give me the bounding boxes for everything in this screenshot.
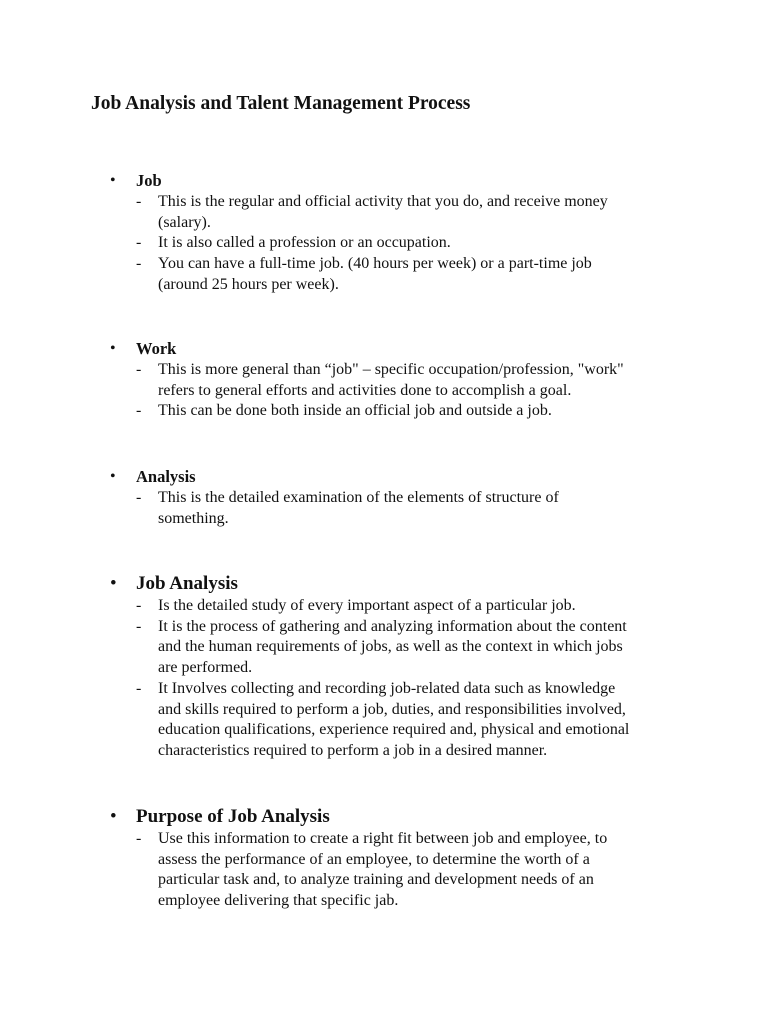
list-item-line: (around 25 hours per week). xyxy=(158,275,339,293)
section-analysis xyxy=(110,466,670,529)
dash-icon: - xyxy=(136,830,142,847)
bullet-icon: • xyxy=(110,573,117,594)
section-job xyxy=(110,170,670,296)
dash-list xyxy=(110,596,670,762)
dash-list xyxy=(110,829,670,912)
bullet-icon: • xyxy=(110,468,116,485)
list-item-line: Use this information to create a right fit between job and employee, to xyxy=(158,830,608,847)
list-item-line: This is more general than “job" – specific occupation/profession, "work" xyxy=(158,361,624,378)
list-item-line: This can be done both inside an official job and outside a job. xyxy=(158,402,552,420)
list-item-line: It is the process of gathering and analyzing information about the content xyxy=(158,617,627,635)
section-job-analysis xyxy=(110,572,670,762)
list-item xyxy=(110,679,670,762)
section-heading-row xyxy=(110,805,670,829)
document-title: Job Analysis and Talent Management Process xyxy=(91,93,471,114)
list-item-line: are performed. xyxy=(158,659,253,677)
list-item-line: It is also called a profession or an occupation. xyxy=(158,234,451,252)
list-item xyxy=(110,596,670,617)
list-item-line: and skills required to perform a job, duties, and responsibilities involved, xyxy=(158,700,626,718)
list-item xyxy=(110,233,670,254)
list-item-line: This is the regular and official activity that you do, and receive money xyxy=(158,193,608,210)
dash-icon: - xyxy=(136,617,142,635)
list-item xyxy=(110,401,670,422)
list-item-line: and the human requirements of jobs, as well as the context in which jobs xyxy=(158,638,623,656)
section-heading-row xyxy=(110,466,670,488)
list-item-line: something. xyxy=(158,509,229,527)
dash-list xyxy=(110,192,670,296)
list-item xyxy=(110,617,670,679)
section-heading: Analysis xyxy=(136,467,196,486)
dash-list xyxy=(110,360,670,422)
dash-icon: - xyxy=(136,234,142,252)
list-item xyxy=(110,360,670,401)
list-item-line: Is the detailed study of every important aspect of a particular job. xyxy=(158,597,576,614)
list-item xyxy=(110,829,670,912)
section-heading-row xyxy=(110,338,670,360)
dash-icon: - xyxy=(136,255,142,273)
dash-icon: - xyxy=(136,679,142,697)
dash-icon: - xyxy=(136,402,142,420)
dash-icon: - xyxy=(136,193,142,210)
list-item-line: education qualifications, experience required and, physical and emotional xyxy=(158,721,630,739)
list-item-line: (salary). xyxy=(158,213,211,231)
section-purpose-of-job-analysis xyxy=(110,805,670,912)
section-heading: Purpose of Job Analysis xyxy=(136,806,330,827)
section-work xyxy=(110,338,670,422)
dash-icon: - xyxy=(136,597,142,614)
section-heading: Job xyxy=(136,171,162,190)
list-item-line: assess the performance of an employee, to determine the worth of a xyxy=(158,850,590,868)
bullet-icon: • xyxy=(110,806,117,827)
section-heading: Work xyxy=(136,339,177,358)
list-item-line: This is the detailed examination of the elements of structure of xyxy=(158,489,559,506)
section-heading-row xyxy=(110,170,670,192)
list-item xyxy=(110,254,670,295)
list-item-line: You can have a full-time job. (40 hours per week) or a part-time job xyxy=(158,255,592,273)
section-heading-row xyxy=(110,572,670,596)
section-heading: Job Analysis xyxy=(136,573,238,594)
bullet-icon: • xyxy=(110,172,116,189)
list-item xyxy=(110,488,670,529)
list-item-line: It Involves collecting and recording job-related data such as knowledge xyxy=(158,679,616,697)
dash-icon: - xyxy=(136,361,142,378)
dash-list xyxy=(110,488,670,529)
bullet-icon: • xyxy=(110,340,116,357)
list-item-line: characteristics required to perform a job in a desired manner. xyxy=(158,741,548,759)
list-item-line: refers to general efforts and activities done to accomplish a goal. xyxy=(158,381,572,399)
list-item-line: particular task and, to analyze training and development needs of an xyxy=(158,871,594,889)
list-item xyxy=(110,192,670,233)
dash-icon: - xyxy=(136,489,142,506)
list-item-line: employee delivering that specific jab. xyxy=(158,892,399,910)
